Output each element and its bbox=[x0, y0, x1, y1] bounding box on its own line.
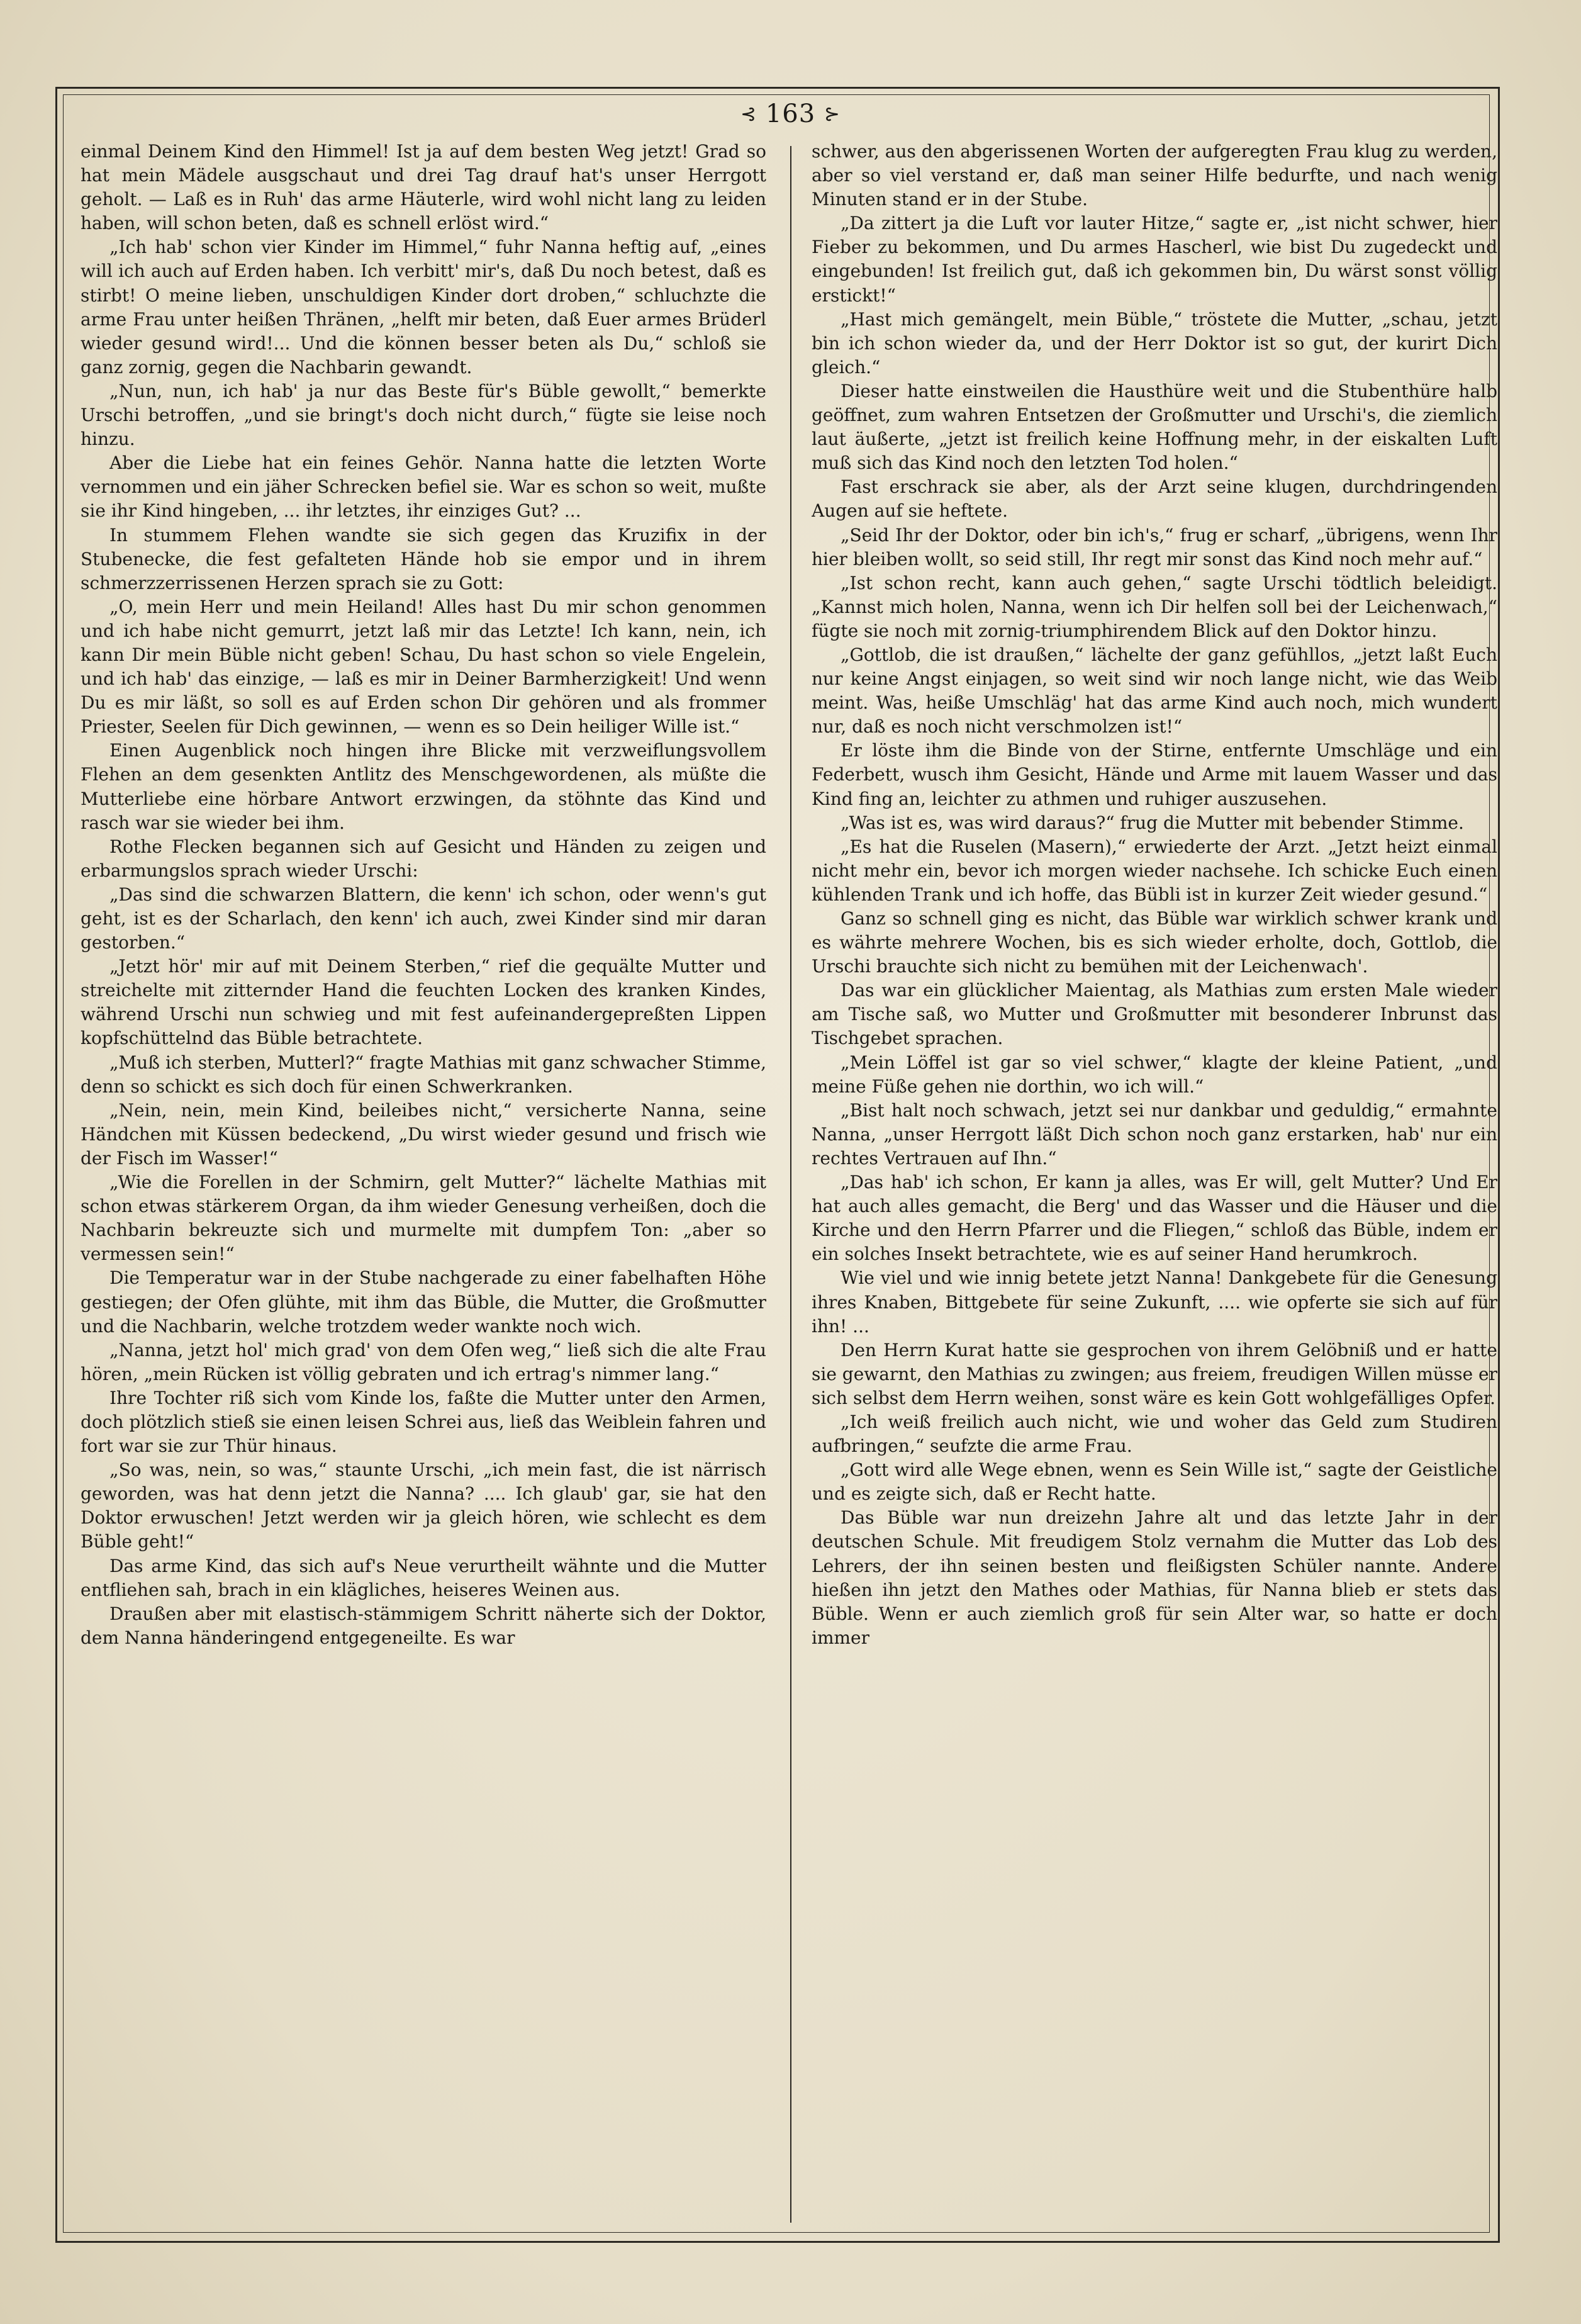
paragraph: Ganz so schnell ging es nicht, das Büble war wirklich schwer krank und es währte mehrere Wochen, bis es sich wieder erholte, doch, Gottlob, die Urschi brauchte sich nicht zu bemühen mit der Leichenwach'. bbox=[812, 908, 1497, 977]
paragraph: „Jetzt hör' mir auf mit Deinem Sterben,“ rief die gequälte Mutter und streichelte mit zitternder Hand die feuchten Locken des kranken Kindes, während Urschi nun schwieg und mit fest aufeinandergepreßten Lippen kopfschüttelnd das Büble betrachtete. bbox=[81, 956, 766, 1049]
paragraph: „So was, nein, so was,“ staunte Urschi, „ich mein fast, die ist närrisch geworden, was hat denn jetzt die Nanna? .... Ich glaub' gar, sie hat den Doktor erwuschen! Jetzt werden wir ja gleich hören, wie schlecht es dem Büble geht!“ bbox=[81, 1459, 766, 1552]
paragraph: Aber die Liebe hat ein feines Gehör. Nanna hatte die letzten Worte vernommen und ein jäher Schrecken befiel sie. War es schon so weit, mußte sie ihr Kind hingeben, ... ihr letztes, ihr einziges Gut? ... bbox=[81, 452, 766, 522]
paragraph: „Ich hab' schon vier Kinder im Himmel,“ fuhr Nanna heftig auf, „eines will ich auch auf Erden haben. Ich verbitt' mir's, daß Du noch betest, daß es stirbt! O meine lieben, unschuldigen Kinder dort droben,“ schluchzte die arme Frau unter heißen Thränen, „helft mir beten, daß Euer armes Brüderl wieder gesund wird!... Und die können besser beten als Du,“ schloß sie ganz zornig, gegen die Nachbarin gewandt. bbox=[81, 237, 766, 378]
paragraph: „Muß ich sterben, Mutterl?“ fragte Mathias mit ganz schwacher Stimme, denn so schickt es sich doch für einen Schwerkranken. bbox=[81, 1052, 766, 1097]
paragraph: Ihre Tochter riß sich vom Kinde los, faßte die Mutter unter den Armen, doch plötzlich stieß sie einen leisen Schrei aus, ließ das Weiblein fahren und fort war sie zur Thür hinaus. bbox=[81, 1387, 766, 1457]
paragraph: „Das hab' ich schon, Er kann ja alles, was Er will, gelt Mutter? Und Er hat auch alles gemacht, die Berg' und das Wasser und die Häuser und die Kirche und den Herrn Pfarrer und die Fliegen,“ schloß das Büble, indem er ein solches Insekt betrachtete, wie es auf seiner Hand herumkroch. bbox=[812, 1172, 1497, 1265]
paragraph: „Hast mich gemängelt, mein Büble,“ tröstete die Mutter, „schau, jetzt bin ich schon wieder da, und der Herr Doktor ist so gut, der kurirt Dich gleich.“ bbox=[812, 308, 1497, 378]
paragraph: Fast erschrack sie aber, als der Arzt seine klugen, durchdringenden Augen auf sie heftete. bbox=[812, 476, 1497, 522]
paragraph: Die Temperatur war in der Stube nachgerade zu einer fabelhaften Höhe gestiegen; der Ofen glühte, mit ihm das Büble, die Mutter, die Großmutter und die Nachbarin, welche trotzdem weder wankte noch wich. bbox=[81, 1267, 766, 1337]
paragraph: „Gott wird alle Wege ebnen, wenn es Sein Wille ist,“ sagte der Geistliche und es zeigte sich, daß er Recht hatte. bbox=[812, 1459, 1497, 1505]
page-number-header bbox=[0, 99, 1581, 128]
paragraph: Das arme Kind, das sich auf's Neue verurtheilt wähnte und die Mutter entfliehen sah, brach in ein klägliches, heiseres Weinen aus. bbox=[81, 1555, 766, 1600]
paragraph: „Nein, nein, mein Kind, beileibes nicht,“ versicherte Nanna, seine Händchen mit Küssen bedeckend, „Du wirst wieder gesund und frisch wie der Fisch im Wasser!“ bbox=[81, 1099, 766, 1169]
paragraph: Das war ein glücklicher Maientag, als Mathias zum ersten Male wieder am Tische saß, wo Mutter und Großmutter mit besonderer Inbrunst das Tischgebet sprachen. bbox=[812, 980, 1497, 1049]
paragraph: schwer, aus den abgerissenen Worten der aufgeregten Frau klug zu werden, aber so viel verstand er, daß man seiner Hilfe bedurfte, und nach wenig Minuten stand er in der Stube. bbox=[812, 141, 1497, 210]
paragraph: Einen Augenblick noch hingen ihre Blicke mit verzweiflungsvollem Flehen an dem gesenkten Antlitz des Menschgewordenen, als müßte die Mutterliebe eine hörbare Antwort erzwingen, da stöhnte das Kind und rasch war sie wieder bei ihm. bbox=[81, 740, 766, 833]
paragraph: Rothe Flecken begannen sich auf Gesicht und Händen zu zeigen und erbarmungslos sprach wieder Urschi: bbox=[81, 836, 766, 881]
paragraph: „Seid Ihr der Doktor, oder bin ich's,“ frug er scharf, „übrigens, wenn Ihr hier bleiben wollt, so seid still, Ihr regt mir sonst das Kind noch mehr auf.“ bbox=[812, 524, 1497, 570]
left-column bbox=[81, 140, 766, 2223]
paragraph: „Bist halt noch schwach, jetzt sei nur dankbar und geduldig,“ ermahnte Nanna, „unser Herrgott läßt Dich schon noch ganz erstarken, hab' nur ein rechtes Vertrauen auf Ihn.“ bbox=[812, 1099, 1497, 1169]
ornament-right: ⊱ bbox=[824, 103, 841, 125]
paragraph: Draußen aber mit elastisch-stämmigem Schritt näherte sich der Doktor, dem Nanna händeringend entgegeneilte. Es war bbox=[81, 1603, 766, 1648]
paragraph: „Ich weiß freilich auch nicht, wie und woher das Geld zum Studiren aufbringen,“ seufzte die arme Frau. bbox=[812, 1411, 1497, 1457]
paragraph: Das Büble war nun dreizehn Jahre alt und das letzte Jahr in der deutschen Schule. Mit freudigem Stolz vernahm die Mutter das Lob des Lehrers, der ihn seinen besten und fleißigsten Schüler nannte. Andere hießen ihn jetzt den Mathes oder Mathias, für Nanna blieb er stets das Büble. Wenn er auch ziemlich groß für sein Alter war, so hatte er doch immer bbox=[812, 1507, 1497, 1648]
paragraph: Den Herrn Kurat hatte sie gesprochen von ihrem Gelöbniß und er hatte sie gewarnt, den Mathias zu zwingen; aus freiem, freudigen Willen müsse er sich selbst dem Herrn weihen, sonst wäre es kein Gott wohlgefälliges Opfer. bbox=[812, 1339, 1497, 1408]
paragraph: „Es hat die Ruselen (Masern),“ erwiederte der Arzt. „Jetzt heizt einmal nicht mehr ein, bevor ich morgen wieder nachsehe. Ich schicke Euch einen kühlenden Trank und ich hoffe, das Bübli ist in kurzer Zeit wieder gesund.“ bbox=[812, 836, 1497, 905]
paragraph: „Nanna, jetzt hol' mich grad' von dem Ofen weg,“ ließ sich die alte Frau hören, „mein Rücken ist völlig gebraten und ich ertrag's nimmer lang.“ bbox=[81, 1339, 766, 1384]
paragraph: Er löste ihm die Binde von der Stirne, entfernte Umschläge und ein Federbett, wusch ihm Gesicht, Hände und Arme mit lauem Wasser und das Kind fing an, leichter zu athmen und ruhiger auszusehen. bbox=[812, 740, 1497, 809]
column-divider bbox=[790, 146, 791, 2223]
paragraph: „Das sind die schwarzen Blattern, die kenn' ich schon, oder wenn's gut geht, ist es der Scharlach, den kenn' ich auch, zwei Kinder sind mir daran gestorben.“ bbox=[81, 884, 766, 953]
right-column bbox=[812, 140, 1497, 2223]
paragraph: „Ist schon recht, kann auch gehen,“ sagte Urschi tödtlich beleidigt. „Kannst mich holen, Nanna, wenn ich Dir helfen soll bei der Leichenwach,“ fügte sie noch mit zornig-triumphirendem Blick auf den Doktor hinzu. bbox=[812, 572, 1497, 641]
paragraph: einmal Deinem Kind den Himmel! Ist ja auf dem besten Weg jetzt! Grad so hat mein Mädele ausgschaut und drei Tag drauf hat's unser Herrgott geholt. — Laß es in Ruh' das arme Häuterle, wird wohl nicht lang zu leiden haben, will schon beten, daß es schnell erlöst wird.“ bbox=[81, 141, 766, 234]
paragraph: „Was ist es, was wird daraus?“ frug die Mutter mit bebender Stimme. bbox=[841, 812, 1464, 833]
paragraph: „Mein Löffel ist gar so viel schwer,“ klagte der kleine Patient, „und meine Füße gehen nie dorthin, wo ich will.“ bbox=[812, 1052, 1497, 1097]
paragraph: „Nun, nun, ich hab' ja nur das Beste für's Büble gewollt,“ bemerkte Urschi betroffen, „und sie bringt's doch nicht durch,“ fügte sie leise noch hinzu. bbox=[81, 380, 766, 450]
page-number: 163 bbox=[765, 99, 816, 128]
paragraph: „Gottlob, die ist draußen,“ lächelte der ganz gefühllos, „jetzt laßt Euch nur keine Angst einjagen, so weit sind wir noch lange nicht, wie das Weib meint. Was, heiße Umschläg' hat das arme Kind auch noch, mich wundert nur, daß es noch nicht verschmolzen ist!“ bbox=[812, 644, 1497, 738]
paragraph: „Wie die Forellen in der Schmirn, gelt Mutter?“ lächelte Mathias mit schon etwas stärkerem Organ, da ihm wieder Genesung verheißen, doch die Nachbarin bekreuzte sich und murmelte mit dumpfem Ton: „aber so vermessen sein!“ bbox=[81, 1172, 766, 1265]
paragraph: Dieser hatte einstweilen die Hausthüre weit und die Stubenthüre halb geöffnet, zum wahren Entsetzen der Großmutter und Urschi's, die ziemlich laut äußerte, „jetzt ist freilich keine Hoffnung mehr, in der eiskalten Luft muß sich das Kind noch den letzten Tod holen.“ bbox=[812, 380, 1497, 474]
paragraph: „O, mein Herr und mein Heiland! Alles hast Du mir schon genommen und ich habe nicht gemurrt, jetzt laß mir das Letzte! Ich kann, nein, ich kann Dir mein Büble nicht geben! Schau, Du hast schon so viele Engelein, und ich hab' das einzige, — laß es mir in Deiner Barmherzigkeit! Und wenn Du es mir läßt, so soll es auf Erden schon Dir gehören und als frommer Priester, Seelen für Dich gewinnen, — wenn es so Dein heiliger Wille ist.“ bbox=[81, 596, 766, 738]
ornament-left: ⊰ bbox=[740, 103, 757, 125]
paragraph: Wie viel und wie innig betete jetzt Nanna! Dankgebete für die Genesung ihres Knaben, Bittgebete für seine Zukunft, .... wie opferte sie sich auf für ihn! ... bbox=[812, 1267, 1497, 1337]
paragraph: „Da zittert ja die Luft vor lauter Hitze,“ sagte er, „ist nicht schwer, hier Fieber zu bekommen, und Du armes Hascherl, wie bist Du zugedeckt und eingebunden! Ist freilich gut, daß ich gekommen bin, Du wärst sonst völlig erstickt!“ bbox=[812, 213, 1497, 306]
paragraph: In stummem Flehen wandte sie sich gegen das Kruzifix in der Stubenecke, die fest gefalteten Hände hob sie empor und in ihrem schmerzzerrissenen Herzen sprach sie zu Gott: bbox=[81, 524, 766, 593]
